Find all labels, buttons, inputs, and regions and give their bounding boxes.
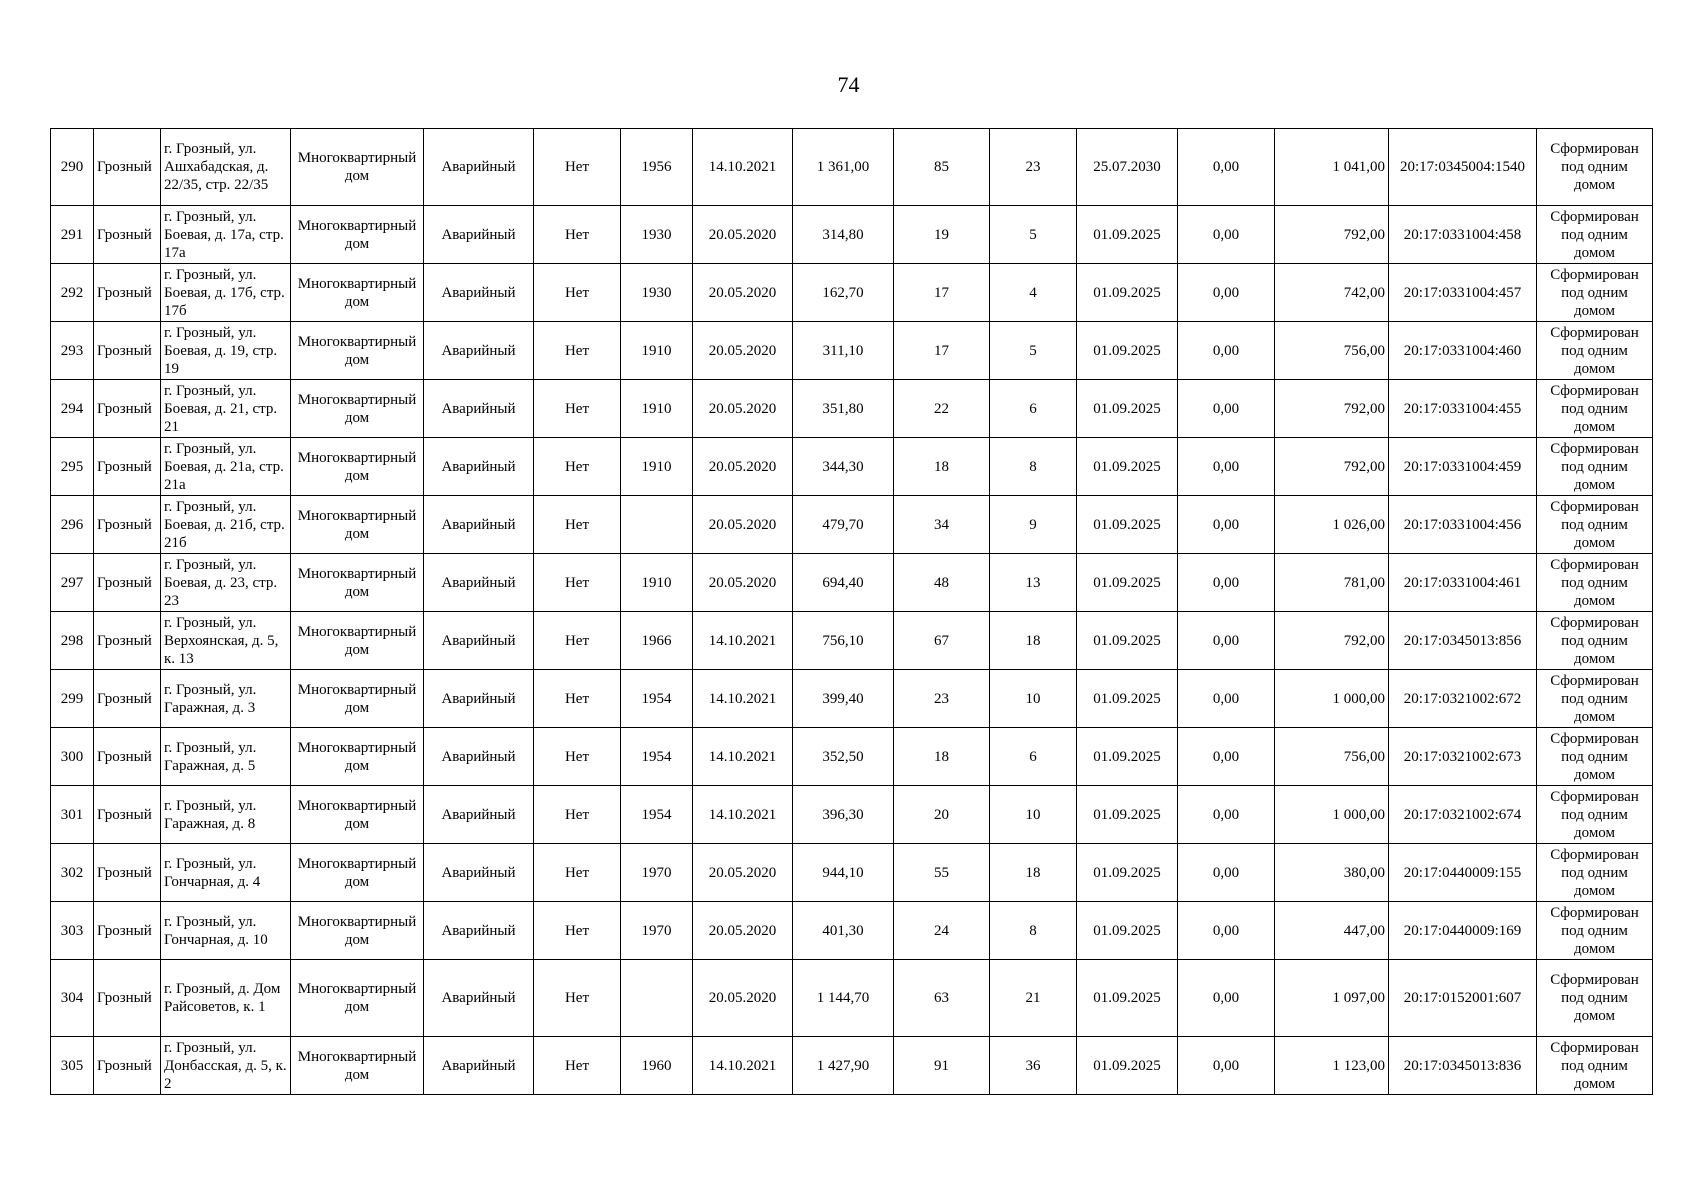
area-cell: 944,10 bbox=[793, 844, 894, 902]
value-cell: 0,00 bbox=[1178, 322, 1275, 380]
residents-cell: 17 bbox=[894, 322, 990, 380]
premises-cell: 5 bbox=[990, 206, 1077, 264]
condition-status-cell: Аварийный bbox=[424, 670, 534, 728]
row-number-cell: 302 bbox=[51, 844, 94, 902]
building-type-cell: Многоквартирный дом bbox=[291, 612, 424, 670]
city-cell: Грозный bbox=[94, 129, 161, 206]
area-cell: 344,30 bbox=[793, 438, 894, 496]
land-note-cell: Сформирован под одним домом bbox=[1537, 786, 1653, 844]
build-year-cell: 1910 bbox=[621, 438, 693, 496]
premises-cell: 21 bbox=[990, 960, 1077, 1037]
address-cell: г. Грозный, ул. Боевая, д. 21б, стр. 21б bbox=[161, 496, 291, 554]
city-cell: Грозный bbox=[94, 670, 161, 728]
land-note-cell: Сформирован под одним домом bbox=[1537, 438, 1653, 496]
row-number-cell: 297 bbox=[51, 554, 94, 612]
value-cell: 0,00 bbox=[1178, 264, 1275, 322]
land-area-cell: 1 041,00 bbox=[1275, 129, 1389, 206]
land-note-cell: Сформирован под одним домом bbox=[1537, 206, 1653, 264]
page-number: 74 bbox=[837, 72, 860, 97]
table-row bbox=[51, 902, 1653, 960]
recognition-date-cell: 20.05.2020 bbox=[693, 438, 793, 496]
value-cell: 0,00 bbox=[1178, 786, 1275, 844]
condition-status-cell: Аварийный bbox=[424, 322, 534, 380]
flag-cell: Нет bbox=[534, 438, 621, 496]
build-year-cell: 1910 bbox=[621, 380, 693, 438]
land-note-cell: Сформирован под одним домом bbox=[1537, 380, 1653, 438]
cadastral-number-cell: 20:17:0152001:607 bbox=[1389, 960, 1537, 1037]
land-area-cell: 1 123,00 bbox=[1275, 1037, 1389, 1095]
recognition-date-cell: 14.10.2021 bbox=[693, 670, 793, 728]
condition-status-cell: Аварийный bbox=[424, 1037, 534, 1095]
premises-cell: 4 bbox=[990, 264, 1077, 322]
table-row bbox=[51, 728, 1653, 786]
city-cell: Грозный bbox=[94, 786, 161, 844]
flag-cell: Нет bbox=[534, 728, 621, 786]
city-cell: Грозный bbox=[94, 728, 161, 786]
city-cell: Грозный bbox=[94, 960, 161, 1037]
building-type-cell: Многоквартирный дом bbox=[291, 786, 424, 844]
recognition-date-cell: 14.10.2021 bbox=[693, 1037, 793, 1095]
flag-cell: Нет bbox=[534, 554, 621, 612]
building-type-cell: Многоквартирный дом bbox=[291, 129, 424, 206]
build-year-cell: 1930 bbox=[621, 206, 693, 264]
build-year-cell: 1954 bbox=[621, 786, 693, 844]
resettlement-deadline-cell: 01.09.2025 bbox=[1077, 612, 1178, 670]
condition-status-cell: Аварийный bbox=[424, 902, 534, 960]
condition-status-cell: Аварийный bbox=[424, 728, 534, 786]
residents-cell: 85 bbox=[894, 129, 990, 206]
building-type-cell: Многоквартирный дом bbox=[291, 960, 424, 1037]
building-type-cell: Многоквартирный дом bbox=[291, 322, 424, 380]
residents-cell: 48 bbox=[894, 554, 990, 612]
condition-status-cell: Аварийный bbox=[424, 844, 534, 902]
city-cell: Грозный bbox=[94, 206, 161, 264]
address-cell: г. Грозный, ул. Донбасская, д. 5, к. 2 bbox=[161, 1037, 291, 1095]
flag-cell: Нет bbox=[534, 129, 621, 206]
land-area-cell: 756,00 bbox=[1275, 322, 1389, 380]
table-row bbox=[51, 670, 1653, 728]
row-number-cell: 304 bbox=[51, 960, 94, 1037]
row-number-cell: 291 bbox=[51, 206, 94, 264]
build-year-cell: 1960 bbox=[621, 1037, 693, 1095]
build-year-cell: 1910 bbox=[621, 554, 693, 612]
table-row bbox=[51, 1037, 1653, 1095]
table-body bbox=[51, 129, 1653, 1095]
build-year-cell: 1954 bbox=[621, 728, 693, 786]
building-type-cell: Многоквартирный дом bbox=[291, 380, 424, 438]
address-cell: г. Грозный, ул. Боевая, д. 23, стр. 23 bbox=[161, 554, 291, 612]
flag-cell: Нет bbox=[534, 902, 621, 960]
recognition-date-cell: 14.10.2021 bbox=[693, 786, 793, 844]
recognition-date-cell: 20.05.2020 bbox=[693, 902, 793, 960]
address-cell: г. Грозный, ул. Верхоянская, д. 5, к. 13 bbox=[161, 612, 291, 670]
land-area-cell: 781,00 bbox=[1275, 554, 1389, 612]
recognition-date-cell: 20.05.2020 bbox=[693, 844, 793, 902]
row-number-cell: 300 bbox=[51, 728, 94, 786]
build-year-cell bbox=[621, 496, 693, 554]
row-number-cell: 295 bbox=[51, 438, 94, 496]
row-number-cell: 292 bbox=[51, 264, 94, 322]
resettlement-deadline-cell: 01.09.2025 bbox=[1077, 902, 1178, 960]
recognition-date-cell: 14.10.2021 bbox=[693, 612, 793, 670]
residents-cell: 18 bbox=[894, 728, 990, 786]
value-cell: 0,00 bbox=[1178, 960, 1275, 1037]
resettlement-deadline-cell: 01.09.2025 bbox=[1077, 380, 1178, 438]
building-type-cell: Многоквартирный дом bbox=[291, 902, 424, 960]
address-cell: г. Грозный, ул. Гончарная, д. 4 bbox=[161, 844, 291, 902]
flag-cell: Нет bbox=[534, 206, 621, 264]
land-area-cell: 1 000,00 bbox=[1275, 670, 1389, 728]
area-cell: 399,40 bbox=[793, 670, 894, 728]
recognition-date-cell: 20.05.2020 bbox=[693, 206, 793, 264]
city-cell: Грозный bbox=[94, 380, 161, 438]
premises-cell: 13 bbox=[990, 554, 1077, 612]
cadastral-number-cell: 20:17:0345004:1540 bbox=[1389, 129, 1537, 206]
area-cell: 1 144,70 bbox=[793, 960, 894, 1037]
value-cell: 0,00 bbox=[1178, 1037, 1275, 1095]
recognition-date-cell: 20.05.2020 bbox=[693, 960, 793, 1037]
cadastral-number-cell: 20:17:0331004:461 bbox=[1389, 554, 1537, 612]
land-area-cell: 1 097,00 bbox=[1275, 960, 1389, 1037]
recognition-date-cell: 20.05.2020 bbox=[693, 380, 793, 438]
land-note-cell: Сформирован под одним домом bbox=[1537, 1037, 1653, 1095]
table-row bbox=[51, 206, 1653, 264]
premises-cell: 6 bbox=[990, 380, 1077, 438]
recognition-date-cell: 14.10.2021 bbox=[693, 129, 793, 206]
value-cell: 0,00 bbox=[1178, 612, 1275, 670]
value-cell: 0,00 bbox=[1178, 438, 1275, 496]
address-cell: г. Грозный, ул. Боевая, д. 19, стр. 19 bbox=[161, 322, 291, 380]
land-area-cell: 742,00 bbox=[1275, 264, 1389, 322]
residents-cell: 34 bbox=[894, 496, 990, 554]
land-area-cell: 380,00 bbox=[1275, 844, 1389, 902]
area-cell: 314,80 bbox=[793, 206, 894, 264]
residents-cell: 22 bbox=[894, 380, 990, 438]
cadastral-number-cell: 20:17:0321002:673 bbox=[1389, 728, 1537, 786]
address-cell: г. Грозный, ул. Гончарная, д. 10 bbox=[161, 902, 291, 960]
city-cell: Грозный bbox=[94, 902, 161, 960]
city-cell: Грозный bbox=[94, 438, 161, 496]
build-year-cell: 1956 bbox=[621, 129, 693, 206]
value-cell: 0,00 bbox=[1178, 670, 1275, 728]
value-cell: 0,00 bbox=[1178, 728, 1275, 786]
premises-cell: 5 bbox=[990, 322, 1077, 380]
resettlement-deadline-cell: 01.09.2025 bbox=[1077, 322, 1178, 380]
area-cell: 162,70 bbox=[793, 264, 894, 322]
condition-status-cell: Аварийный bbox=[424, 786, 534, 844]
row-number-cell: 298 bbox=[51, 612, 94, 670]
recognition-date-cell: 14.10.2021 bbox=[693, 728, 793, 786]
build-year-cell: 1966 bbox=[621, 612, 693, 670]
build-year-cell: 1970 bbox=[621, 902, 693, 960]
cadastral-number-cell: 20:17:0331004:460 bbox=[1389, 322, 1537, 380]
row-number-cell: 293 bbox=[51, 322, 94, 380]
premises-cell: 23 bbox=[990, 129, 1077, 206]
row-number-cell: 303 bbox=[51, 902, 94, 960]
flag-cell: Нет bbox=[534, 322, 621, 380]
area-cell: 479,70 bbox=[793, 496, 894, 554]
land-note-cell: Сформирован под одним домом bbox=[1537, 554, 1653, 612]
land-note-cell: Сформирован под одним домом bbox=[1537, 844, 1653, 902]
resettlement-deadline-cell: 01.09.2025 bbox=[1077, 438, 1178, 496]
flag-cell: Нет bbox=[534, 264, 621, 322]
premises-cell: 8 bbox=[990, 902, 1077, 960]
address-cell: г. Грозный, д. Дом Райсоветов, к. 1 bbox=[161, 960, 291, 1037]
land-area-cell: 1 000,00 bbox=[1275, 786, 1389, 844]
flag-cell: Нет bbox=[534, 496, 621, 554]
build-year-cell: 1954 bbox=[621, 670, 693, 728]
cadastral-number-cell: 20:17:0321002:674 bbox=[1389, 786, 1537, 844]
cadastral-number-cell: 20:17:0440009:155 bbox=[1389, 844, 1537, 902]
land-note-cell: Сформирован под одним домом bbox=[1537, 264, 1653, 322]
land-note-cell: Сформирован под одним домом bbox=[1537, 728, 1653, 786]
land-note-cell: Сформирован под одним домом bbox=[1537, 129, 1653, 206]
land-area-cell: 1 026,00 bbox=[1275, 496, 1389, 554]
build-year-cell: 1930 bbox=[621, 264, 693, 322]
resettlement-deadline-cell: 01.09.2025 bbox=[1077, 1037, 1178, 1095]
residents-cell: 19 bbox=[894, 206, 990, 264]
flag-cell: Нет bbox=[534, 380, 621, 438]
area-cell: 351,80 bbox=[793, 380, 894, 438]
cadastral-number-cell: 20:17:0331004:457 bbox=[1389, 264, 1537, 322]
city-cell: Грозный bbox=[94, 612, 161, 670]
land-area-cell: 447,00 bbox=[1275, 902, 1389, 960]
value-cell: 0,00 bbox=[1178, 206, 1275, 264]
building-type-cell: Многоквартирный дом bbox=[291, 496, 424, 554]
address-cell: г. Грозный, ул. Гаражная, д. 5 bbox=[161, 728, 291, 786]
land-note-cell: Сформирован под одним домом bbox=[1537, 960, 1653, 1037]
address-cell: г. Грозный, ул. Гаражная, д. 3 bbox=[161, 670, 291, 728]
resettlement-deadline-cell: 01.09.2025 bbox=[1077, 960, 1178, 1037]
resettlement-deadline-cell: 01.09.2025 bbox=[1077, 844, 1178, 902]
area-cell: 401,30 bbox=[793, 902, 894, 960]
area-cell: 1 427,90 bbox=[793, 1037, 894, 1095]
cadastral-number-cell: 20:17:0321002:672 bbox=[1389, 670, 1537, 728]
address-cell: г. Грозный, ул. Гаражная, д. 8 bbox=[161, 786, 291, 844]
table-row bbox=[51, 322, 1653, 380]
condition-status-cell: Аварийный bbox=[424, 129, 534, 206]
address-cell: г. Грозный, ул. Боевая, д. 21, стр. 21 bbox=[161, 380, 291, 438]
value-cell: 0,00 bbox=[1178, 496, 1275, 554]
address-cell: г. Грозный, ул. Боевая, д. 17б, стр. 17б bbox=[161, 264, 291, 322]
resettlement-deadline-cell: 01.09.2025 bbox=[1077, 264, 1178, 322]
land-note-cell: Сформирован под одним домом bbox=[1537, 902, 1653, 960]
residents-cell: 23 bbox=[894, 670, 990, 728]
cadastral-number-cell: 20:17:0440009:169 bbox=[1389, 902, 1537, 960]
condition-status-cell: Аварийный bbox=[424, 206, 534, 264]
condition-status-cell: Аварийный bbox=[424, 496, 534, 554]
residents-cell: 67 bbox=[894, 612, 990, 670]
land-area-cell: 792,00 bbox=[1275, 612, 1389, 670]
row-number-cell: 305 bbox=[51, 1037, 94, 1095]
value-cell: 0,00 bbox=[1178, 902, 1275, 960]
residents-cell: 91 bbox=[894, 1037, 990, 1095]
building-type-cell: Многоквартирный дом bbox=[291, 206, 424, 264]
resettlement-deadline-cell: 01.09.2025 bbox=[1077, 206, 1178, 264]
table-row bbox=[51, 129, 1653, 206]
city-cell: Грозный bbox=[94, 496, 161, 554]
premises-cell: 36 bbox=[990, 1037, 1077, 1095]
city-cell: Грозный bbox=[94, 322, 161, 380]
land-note-cell: Сформирован под одним домом bbox=[1537, 670, 1653, 728]
row-number-cell: 290 bbox=[51, 129, 94, 206]
table-row bbox=[51, 380, 1653, 438]
premises-cell: 6 bbox=[990, 728, 1077, 786]
resettlement-deadline-cell: 25.07.2030 bbox=[1077, 129, 1178, 206]
area-cell: 396,30 bbox=[793, 786, 894, 844]
table-row bbox=[51, 612, 1653, 670]
address-cell: г. Грозный, ул. Боевая, д. 21а, стр. 21а bbox=[161, 438, 291, 496]
premises-cell: 18 bbox=[990, 612, 1077, 670]
area-cell: 352,50 bbox=[793, 728, 894, 786]
premises-cell: 8 bbox=[990, 438, 1077, 496]
value-cell: 0,00 bbox=[1178, 380, 1275, 438]
land-area-cell: 756,00 bbox=[1275, 728, 1389, 786]
land-area-cell: 792,00 bbox=[1275, 206, 1389, 264]
row-number-cell: 294 bbox=[51, 380, 94, 438]
housing-registry-table bbox=[50, 128, 1653, 1095]
condition-status-cell: Аварийный bbox=[424, 438, 534, 496]
recognition-date-cell: 20.05.2020 bbox=[693, 554, 793, 612]
premises-cell: 18 bbox=[990, 844, 1077, 902]
flag-cell: Нет bbox=[534, 612, 621, 670]
resettlement-deadline-cell: 01.09.2025 bbox=[1077, 786, 1178, 844]
flag-cell: Нет bbox=[534, 960, 621, 1037]
table-row bbox=[51, 438, 1653, 496]
building-type-cell: Многоквартирный дом bbox=[291, 438, 424, 496]
premises-cell: 10 bbox=[990, 786, 1077, 844]
resettlement-deadline-cell: 01.09.2025 bbox=[1077, 554, 1178, 612]
flag-cell: Нет bbox=[534, 670, 621, 728]
land-area-cell: 792,00 bbox=[1275, 438, 1389, 496]
premises-cell: 10 bbox=[990, 670, 1077, 728]
row-number-cell: 299 bbox=[51, 670, 94, 728]
table-row bbox=[51, 554, 1653, 612]
city-cell: Грозный bbox=[94, 1037, 161, 1095]
residents-cell: 63 bbox=[894, 960, 990, 1037]
cadastral-number-cell: 20:17:0331004:455 bbox=[1389, 380, 1537, 438]
flag-cell: Нет bbox=[534, 786, 621, 844]
residents-cell: 17 bbox=[894, 264, 990, 322]
resettlement-deadline-cell: 01.09.2025 bbox=[1077, 496, 1178, 554]
build-year-cell: 1910 bbox=[621, 322, 693, 380]
land-note-cell: Сформирован под одним домом bbox=[1537, 322, 1653, 380]
building-type-cell: Многоквартирный дом bbox=[291, 728, 424, 786]
land-area-cell: 792,00 bbox=[1275, 380, 1389, 438]
residents-cell: 55 bbox=[894, 844, 990, 902]
recognition-date-cell: 20.05.2020 bbox=[693, 264, 793, 322]
residents-cell: 24 bbox=[894, 902, 990, 960]
land-note-cell: Сформирован под одним домом bbox=[1537, 496, 1653, 554]
condition-status-cell: Аварийный bbox=[424, 380, 534, 438]
table-row bbox=[51, 960, 1653, 1037]
value-cell: 0,00 bbox=[1178, 844, 1275, 902]
cadastral-number-cell: 20:17:0331004:456 bbox=[1389, 496, 1537, 554]
flag-cell: Нет bbox=[534, 844, 621, 902]
value-cell: 0,00 bbox=[1178, 554, 1275, 612]
table-row bbox=[51, 786, 1653, 844]
condition-status-cell: Аварийный bbox=[424, 554, 534, 612]
cadastral-number-cell: 20:17:0331004:458 bbox=[1389, 206, 1537, 264]
resettlement-deadline-cell: 01.09.2025 bbox=[1077, 728, 1178, 786]
flag-cell: Нет bbox=[534, 1037, 621, 1095]
cadastral-number-cell: 20:17:0331004:459 bbox=[1389, 438, 1537, 496]
area-cell: 1 361,00 bbox=[793, 129, 894, 206]
building-type-cell: Многоквартирный дом bbox=[291, 1037, 424, 1095]
area-cell: 311,10 bbox=[793, 322, 894, 380]
building-type-cell: Многоквартирный дом bbox=[291, 554, 424, 612]
build-year-cell bbox=[621, 960, 693, 1037]
condition-status-cell: Аварийный bbox=[424, 264, 534, 322]
cadastral-number-cell: 20:17:0345013:856 bbox=[1389, 612, 1537, 670]
residents-cell: 20 bbox=[894, 786, 990, 844]
city-cell: Грозный bbox=[94, 264, 161, 322]
area-cell: 756,10 bbox=[793, 612, 894, 670]
row-number-cell: 301 bbox=[51, 786, 94, 844]
residents-cell: 18 bbox=[894, 438, 990, 496]
premises-cell: 9 bbox=[990, 496, 1077, 554]
city-cell: Грозный bbox=[94, 554, 161, 612]
address-cell: г. Грозный, ул. Ашхабадская, д. 22/35, стр. 22/35 bbox=[161, 129, 291, 206]
building-type-cell: Многоквартирный дом bbox=[291, 844, 424, 902]
table-row bbox=[51, 844, 1653, 902]
recognition-date-cell: 20.05.2020 bbox=[693, 496, 793, 554]
land-note-cell: Сформирован под одним домом bbox=[1537, 612, 1653, 670]
building-type-cell: Многоквартирный дом bbox=[291, 264, 424, 322]
recognition-date-cell: 20.05.2020 bbox=[693, 322, 793, 380]
city-cell: Грозный bbox=[94, 844, 161, 902]
area-cell: 694,40 bbox=[793, 554, 894, 612]
cadastral-number-cell: 20:17:0345013:836 bbox=[1389, 1037, 1537, 1095]
condition-status-cell: Аварийный bbox=[424, 612, 534, 670]
row-number-cell: 296 bbox=[51, 496, 94, 554]
value-cell: 0,00 bbox=[1178, 129, 1275, 206]
condition-status-cell: Аварийный bbox=[424, 960, 534, 1037]
resettlement-deadline-cell: 01.09.2025 bbox=[1077, 670, 1178, 728]
build-year-cell: 1970 bbox=[621, 844, 693, 902]
table-row bbox=[51, 496, 1653, 554]
address-cell: г. Грозный, ул. Боевая, д. 17а, стр. 17а bbox=[161, 206, 291, 264]
building-type-cell: Многоквартирный дом bbox=[291, 670, 424, 728]
table-row bbox=[51, 264, 1653, 322]
